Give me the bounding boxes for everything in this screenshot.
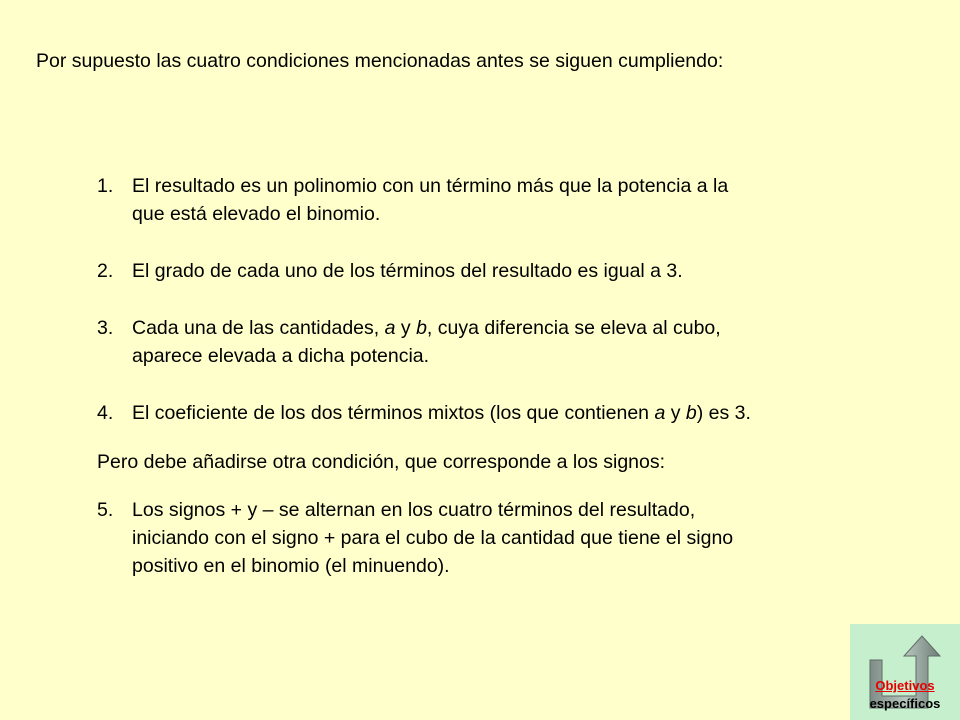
intro-text: Por supuesto las cuatro condiciones mencionadas antes se siguen cumpliendo: (36, 50, 724, 72)
objectives-link[interactable]: Objetivos (875, 678, 935, 693)
text-run: Cada una de las cantidades, (132, 317, 385, 339)
list-number: 3. (97, 317, 114, 339)
item-text-line (132, 399, 917, 427)
item-text-line: que está elevado el binomio. (132, 203, 381, 225)
item-text-line: positivo en el binomio (el minuendo). (132, 555, 450, 577)
text-run: El coeficiente de los dos términos mixtos (los que contienen (132, 402, 655, 424)
variable-b: b (416, 317, 427, 339)
conditions-list (97, 172, 917, 580)
variable-a: a (654, 402, 666, 424)
list-item-4 (97, 399, 917, 427)
item-text-line: El resultado es un polinomio con un término más que la potencia a la (132, 175, 729, 197)
list-item-1 (97, 172, 917, 228)
text-run: y (395, 317, 417, 339)
text-run: ) es 3. (696, 402, 751, 424)
item-text-line: aparece elevada a dicha potencia. (132, 345, 430, 367)
variable-a: a (384, 317, 396, 339)
text-run: y (665, 402, 686, 424)
objectives-sublabel: específicos (869, 696, 941, 711)
variable-b: b (685, 402, 697, 424)
objectives-nav-button[interactable] (850, 624, 960, 720)
extra-paragraph: Pero debe añadirse otra condición, que corresponde a los signos: (97, 451, 666, 473)
item-text-line (132, 314, 917, 342)
list-number: 1. (97, 175, 114, 197)
list-number: 5. (97, 499, 114, 521)
list-number: 2. (97, 260, 114, 282)
list-number: 4. (97, 402, 114, 424)
item-text-line: Los signos + y – se alternan en los cuatro términos del resultado, (132, 499, 696, 521)
item-text-line: El grado de cada uno de los términos del resultado es igual a 3. (132, 260, 683, 282)
text-run: , cuya diferencia se eleva al cubo, (426, 317, 721, 339)
list-item-2 (97, 257, 917, 285)
list-item-5 (97, 496, 917, 580)
item-text-line: iniciando con el signo + para el cubo de la cantidad que tiene el signo (132, 527, 734, 549)
list-item-3 (97, 314, 917, 370)
